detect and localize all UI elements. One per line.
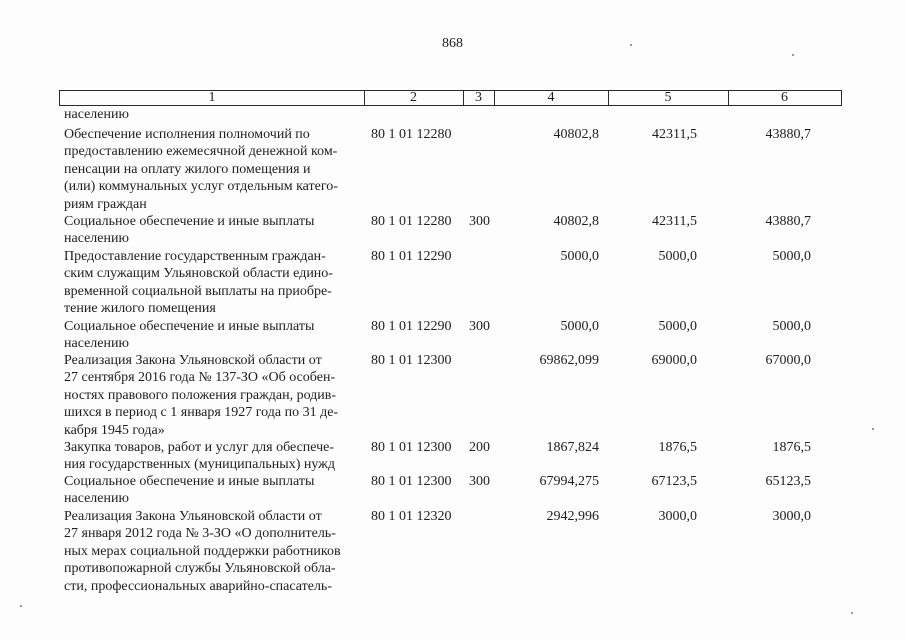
row-value-col5: 3000,0 xyxy=(658,509,697,524)
row-value-col6: 43880,7 xyxy=(765,214,811,229)
header-col-2: 2 xyxy=(410,90,417,105)
row-code: 80 1 01 12280 xyxy=(371,127,452,142)
row-value-col4: 67994,275 xyxy=(539,474,599,489)
row-value-col6: 1876,5 xyxy=(772,440,811,455)
row-value-col5: 1876,5 xyxy=(658,440,697,455)
row-code: 80 1 01 12290 xyxy=(371,319,452,334)
row-value-col5: 42311,5 xyxy=(652,127,697,142)
row-description: Закупка товаров, работ и услуг для обеспече- ния государственных (муниципальных) нужд xyxy=(64,440,335,473)
scan-speck xyxy=(20,605,22,607)
header-col-1: 1 xyxy=(208,90,216,105)
row-code: 80 1 01 12300 xyxy=(371,474,452,489)
row-description: Социальное обеспечение и иные выплаты населению xyxy=(64,214,315,247)
row-value-col6: 5000,0 xyxy=(772,249,811,264)
row-description: населению xyxy=(64,107,129,122)
row-expense-type: 300 xyxy=(469,319,490,334)
header-col-6: 6 xyxy=(781,90,788,105)
row-code: 80 1 01 12280 xyxy=(371,214,452,229)
row-description: Социальное обеспечение и иные выплаты населению xyxy=(64,474,315,507)
row-value-col5: 5000,0 xyxy=(658,319,697,334)
row-value-col4: 40802,8 xyxy=(553,127,599,142)
row-value-col4: 2942,996 xyxy=(546,509,599,524)
table-header xyxy=(59,90,842,106)
scan-speck xyxy=(872,428,874,430)
row-code: 80 1 01 12320 xyxy=(371,509,452,524)
row-value-col4: 5000,0 xyxy=(560,249,599,264)
row-value-col6: 43880,7 xyxy=(765,127,811,142)
row-value-col4: 40802,8 xyxy=(553,214,599,229)
header-col-4: 4 xyxy=(547,90,555,105)
row-description: Реализация Закона Ульяновской области от 27 января 2012 года № 3-ЗО «О дополнитель- ных мерах социальной поддержки работников противопожарной службы Ульяновской обла- сти, профессиональных аварийно-спасатель- xyxy=(64,509,341,594)
header-col-3: 3 xyxy=(475,90,482,105)
row-expense-type: 200 xyxy=(469,440,490,455)
row-code: 80 1 01 12300 xyxy=(371,440,452,455)
row-value-col6: 5000,0 xyxy=(772,319,811,334)
row-value-col5: 42311,5 xyxy=(652,214,697,229)
row-expense-type: 300 xyxy=(469,474,490,489)
row-code: 80 1 01 12290 xyxy=(371,249,452,264)
row-value-col6: 67000,0 xyxy=(765,353,811,368)
row-value-col5: 5000,0 xyxy=(658,249,697,264)
row-value-col6: 65123,5 xyxy=(765,474,811,489)
row-value-col4: 5000,0 xyxy=(560,319,599,334)
row-expense-type: 300 xyxy=(469,214,490,229)
row-value-col4: 69862,099 xyxy=(539,353,599,368)
row-value-col5: 69000,0 xyxy=(651,353,697,368)
row-description: Предоставление государственным граждан- ским служащим Ульяновской области едино- временной социальной выплаты на приобре- тение жилого помещения xyxy=(64,249,333,317)
header-col-5: 5 xyxy=(664,90,672,105)
row-value-col5: 67123,5 xyxy=(651,474,697,489)
row-description: Реализация Закона Ульяновской области от 27 сентября 2016 года № 137-ЗО «Об особен- ностях правового положения граждан, родив- шихся в период с 1 января 1927 года по 31 де- кабря 1945 года» xyxy=(64,353,339,438)
scan-speck xyxy=(792,54,794,56)
row-value-col4: 1867,824 xyxy=(546,440,599,455)
row-description: Обеспечение исполнения полномочий по предоставлению ежемесячной денежной ком- пенсации на оплату жилого помещения и (или) коммунальных услуг отдельным катего- риям граждан xyxy=(64,127,338,212)
scan-speck xyxy=(851,612,853,614)
page-number: 868 xyxy=(442,36,463,51)
row-value-col6: 3000,0 xyxy=(772,509,811,524)
row-description: Социальное обеспечение и иные выплаты населению xyxy=(64,319,315,352)
row-code: 80 1 01 12300 xyxy=(371,353,452,368)
scan-speck xyxy=(630,44,632,46)
